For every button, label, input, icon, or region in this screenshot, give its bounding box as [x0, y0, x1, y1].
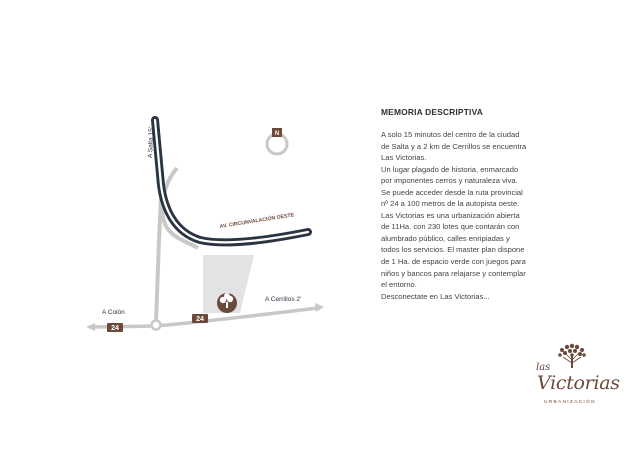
label-salta: A Salta 15' — [147, 126, 156, 159]
memoria-line: Se puede acceder desde la ruta provincial — [381, 187, 523, 197]
memoria-line: de 11Ha. con 230 lotes que contarán con — [381, 222, 520, 232]
memoria-line: niños y bancos para relajarse y contemplar — [381, 268, 526, 278]
route-24-badge-left — [107, 323, 123, 332]
arrow-head-west — [86, 323, 95, 331]
las-victorias-logo — [530, 340, 620, 420]
memoria-line: Desconectate en Las Victorias... — [381, 291, 490, 301]
memoria-line: nº 24 a 100 metros de la autopista oeste. — [381, 199, 520, 209]
memoria-line: por imponentes cerros y naturaleza viva. — [381, 176, 518, 186]
location-map-svg — [40, 40, 360, 360]
north-indicator-icon — [267, 128, 287, 154]
label-cerrillos: A Cerrillos 2' — [265, 296, 302, 303]
memoria-line: Las Victorias es una urbanización abierta — [381, 210, 520, 220]
memoria-panel — [381, 107, 581, 302]
memoria-line: todos los servicios. El master plan dispone — [381, 245, 525, 255]
logo-subtitle: URBANIZACIÓN — [544, 400, 596, 405]
memoria-line: alumbrado público, calles enripiadas y — [381, 233, 510, 243]
memoria-line: A solo 15 minutos del centro de la ciudad — [381, 130, 520, 139]
memoria-line: de 1 Ha. de espacio verde con juegos para — [381, 257, 526, 267]
location-map — [40, 40, 360, 360]
memoria-line: Las Victorias. — [381, 153, 427, 163]
logo-name: Victorias — [537, 372, 620, 394]
logo-small-text: las — [536, 362, 551, 373]
route-24-badge-right — [192, 314, 208, 323]
svg-text:N: N — [274, 131, 280, 137]
memoria-line: de Salta y a 2 km de Cerrillos se encuentra — [381, 141, 527, 151]
tree-marker-icon — [217, 293, 237, 313]
memoria-title: MEMORIA DESCRIPTIVA — [381, 107, 483, 117]
svg-text:24: 24 — [111, 325, 119, 332]
roundabout — [152, 321, 161, 330]
label-colon: A Colón — [102, 309, 125, 316]
memoria-body — [381, 129, 581, 302]
memoria-line: el entorno. — [381, 280, 417, 290]
svg-text:24: 24 — [196, 316, 204, 323]
label-circunvalacion: AV. CIRCUNVALACIÓN OESTE — [219, 212, 295, 230]
arrow-head-east — [315, 303, 324, 312]
memoria-line: Un lugar plagado de historia, enmarcado — [381, 164, 519, 174]
